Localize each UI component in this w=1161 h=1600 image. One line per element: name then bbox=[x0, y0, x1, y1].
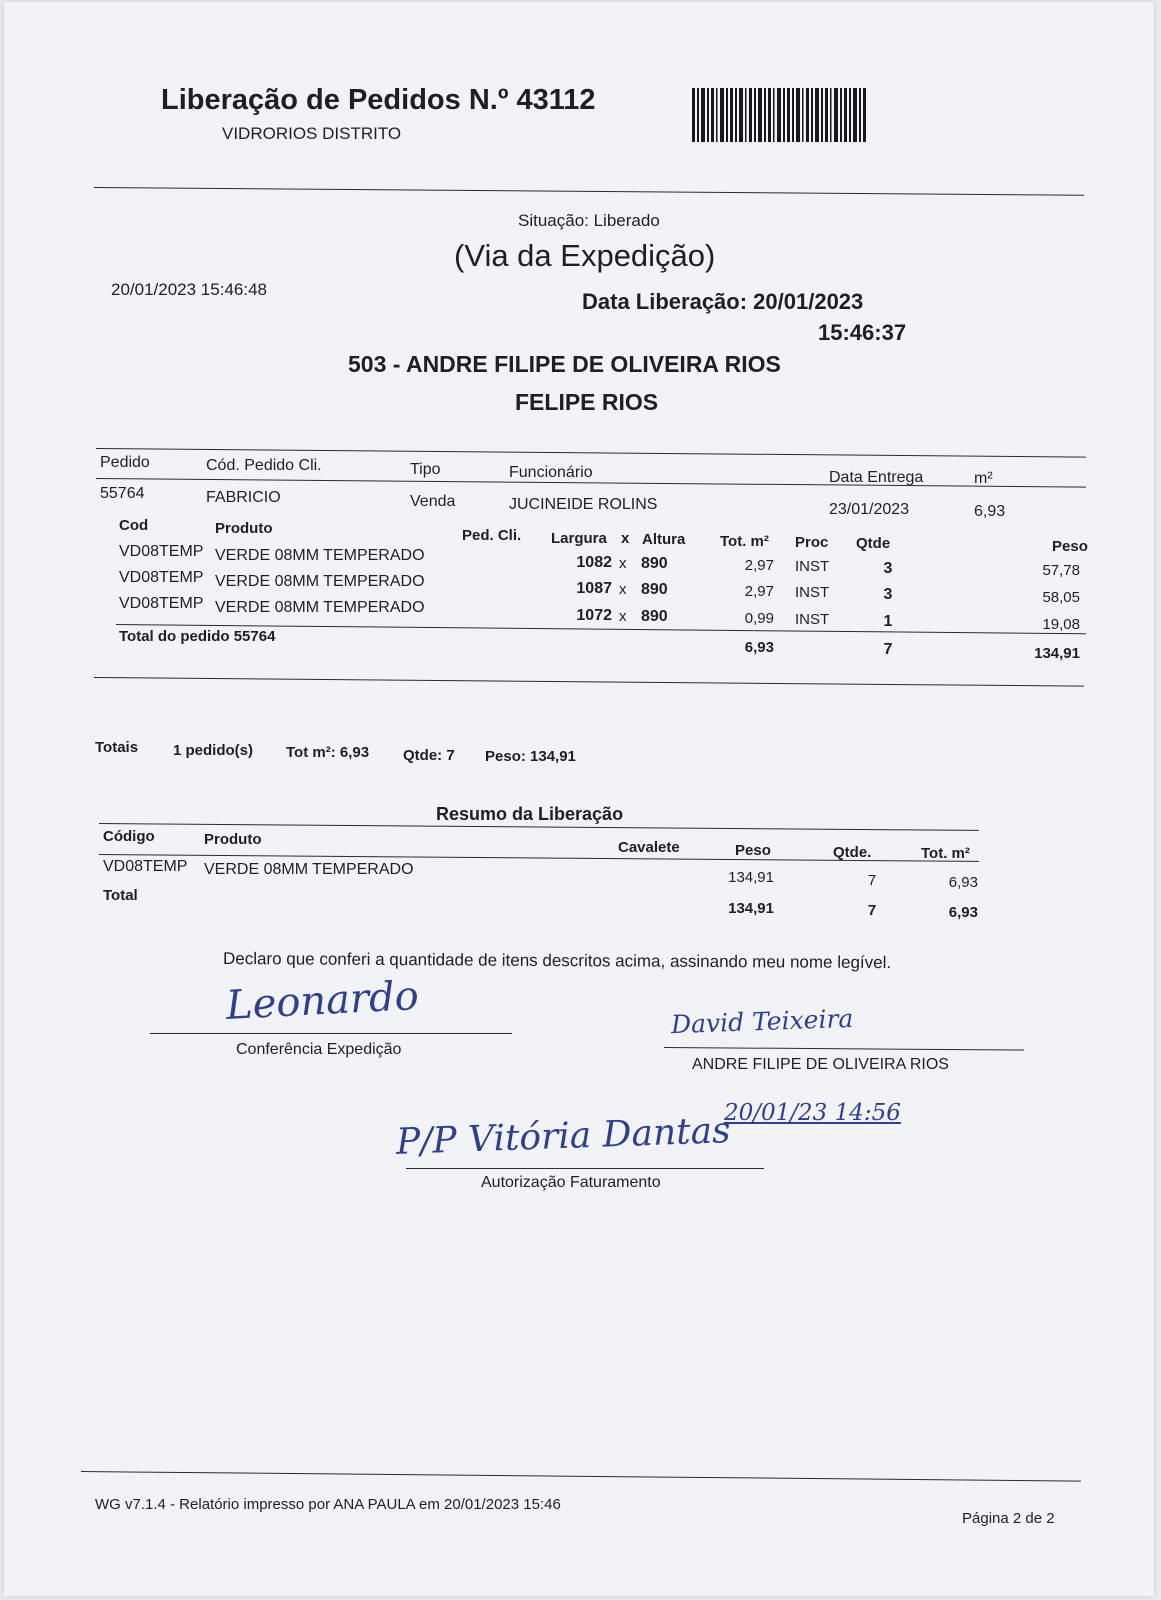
item-qtde: 3 bbox=[883, 586, 893, 603]
signature-conferencia: Leonardo bbox=[224, 972, 420, 1030]
col-tot-m2: Tot. m² bbox=[720, 533, 769, 550]
col-x: x bbox=[621, 530, 630, 547]
signature-line-autorizacao bbox=[406, 1168, 764, 1169]
footer-rule bbox=[81, 1471, 1081, 1482]
situacao: Situação: Liberado bbox=[518, 211, 660, 230]
pedido-bottom-rule bbox=[94, 677, 1084, 687]
signature-autorizacao: P/P Vitória Dantas bbox=[395, 1110, 732, 1163]
funcionario-value: JUCINEIDE ROLINS bbox=[509, 496, 658, 513]
totais-qtde: Qtde: 7 bbox=[403, 747, 455, 764]
item-qtde: 1 bbox=[883, 613, 893, 630]
item-x: x bbox=[619, 608, 627, 625]
item-produto: VERDE 08MM TEMPERADO bbox=[215, 547, 425, 564]
resumo-qtde: 7 bbox=[867, 872, 877, 889]
item-largura: 1072 bbox=[576, 607, 612, 624]
signature-cliente: David Teixeira bbox=[670, 1003, 854, 1040]
barcode-icon bbox=[692, 88, 868, 142]
totais-peso: Peso: 134,91 bbox=[485, 748, 576, 765]
resumo-col-tot-m2: Tot. m² bbox=[921, 845, 970, 862]
cliente-name: 503 - ANDRE FILIPE DE OLIVEIRA RIOS bbox=[348, 351, 781, 377]
col-proc: Proc bbox=[795, 534, 829, 551]
resumo-tot-m2: 6,93 bbox=[948, 874, 978, 891]
item-altura: 890 bbox=[641, 608, 668, 625]
col-ped-cli: Ped. Cli. bbox=[462, 527, 522, 544]
declaracao-text: Declaro que conferi a quantidade de itens descritos acima, assinando meu nome legível. bbox=[222, 949, 892, 973]
item-largura: 1087 bbox=[576, 580, 612, 597]
item-produto: VERDE 08MM TEMPERADO bbox=[215, 599, 425, 616]
col-cod: Cod bbox=[119, 517, 149, 534]
col-m2: m² bbox=[974, 470, 993, 487]
col-qtde: Qtde bbox=[856, 535, 891, 552]
conferencia-label: Conferência Expedição bbox=[236, 1041, 402, 1058]
total-pedido-qtde: 7 bbox=[883, 641, 893, 658]
totais-m2: Tot m²: 6,93 bbox=[286, 744, 370, 761]
resumo-total-m2: 6,93 bbox=[948, 904, 978, 921]
resumo-col-cavalete: Cavalete bbox=[618, 839, 680, 856]
item-x: x bbox=[619, 555, 627, 572]
item-proc: INST bbox=[795, 584, 830, 601]
resumo-col-peso: Peso bbox=[735, 842, 771, 859]
col-altura: Altura bbox=[642, 531, 686, 548]
resumo-produto: VERDE 08MM TEMPERADO bbox=[204, 861, 414, 878]
totais-pedidos: 1 pedido(s) bbox=[173, 742, 254, 759]
col-pedido: Pedido bbox=[100, 454, 150, 471]
header-divider bbox=[94, 187, 1084, 196]
item-tot-m2: 0,99 bbox=[744, 610, 774, 627]
item-altura: 890 bbox=[641, 555, 668, 572]
item-cod: VD08TEMP bbox=[119, 543, 204, 560]
cliente-signature-label: ANDRE FILIPE DE OLIVEIRA RIOS bbox=[692, 1056, 949, 1073]
handwritten-date: 20/01/23 14:56 bbox=[724, 1100, 901, 1126]
col-cod-pedido-cli: Cód. Pedido Cli. bbox=[206, 457, 322, 474]
cliente-fantasia: FELIPE RIOS bbox=[515, 389, 659, 415]
resumo-peso: 134,91 bbox=[728, 869, 774, 886]
autorizacao-label: Autorização Faturamento bbox=[481, 1174, 661, 1191]
resumo-title: Resumo da Liberação bbox=[436, 804, 624, 824]
tipo-value: Venda bbox=[410, 493, 456, 510]
col-tipo: Tipo bbox=[410, 461, 441, 478]
resumo-col-produto: Produto bbox=[204, 831, 262, 848]
total-pedido-m2: 6,93 bbox=[744, 639, 774, 656]
resumo-col-codigo: Código bbox=[103, 828, 155, 845]
resumo-col-qtde: Qtde. bbox=[833, 844, 872, 861]
item-produto: VERDE 08MM TEMPERADO bbox=[215, 573, 425, 590]
via-expedicao: (Via da Expedição) bbox=[454, 238, 716, 273]
col-produto: Produto bbox=[215, 520, 273, 537]
data-liberacao: Data Liberação: 20/01/2023 bbox=[582, 289, 864, 314]
col-peso: Peso bbox=[1052, 538, 1088, 555]
resumo-codigo: VD08TEMP bbox=[103, 858, 188, 875]
item-x: x bbox=[619, 581, 627, 598]
col-funcionario: Funcionário bbox=[509, 464, 593, 481]
signature-line-conferencia bbox=[150, 1033, 512, 1034]
item-qtde: 3 bbox=[883, 560, 893, 577]
item-largura: 1082 bbox=[576, 554, 612, 571]
col-largura: Largura bbox=[551, 530, 607, 547]
data-entrega-value: 23/01/2023 bbox=[829, 501, 910, 518]
item-peso: 58,05 bbox=[1042, 589, 1080, 606]
item-altura: 890 bbox=[641, 581, 668, 598]
resumo-total-qtde: 7 bbox=[867, 902, 877, 919]
total-pedido-peso: 134,91 bbox=[1034, 645, 1080, 662]
item-cod: VD08TEMP bbox=[119, 595, 204, 612]
item-peso: 19,08 bbox=[1042, 616, 1080, 633]
pedido-number: 55764 bbox=[100, 485, 145, 502]
item-peso: 57,78 bbox=[1042, 562, 1080, 579]
col-data-entrega: Data Entrega bbox=[829, 469, 924, 486]
totais-label: Totais bbox=[95, 739, 139, 756]
page-number: Página 2 de 2 bbox=[962, 1510, 1055, 1527]
item-tot-m2: 2,97 bbox=[744, 583, 774, 600]
footer-print-info: WG v7.1.4 - Relatório impresso por ANA PAULA em 20/01/2023 15:46 bbox=[95, 1496, 561, 1513]
data-liberacao-time: 15:46:37 bbox=[818, 320, 907, 345]
cod-pedido-cli: FABRICIO bbox=[206, 489, 281, 506]
item-proc: INST bbox=[795, 558, 830, 575]
company-name: VIDRORIOS DISTRITO bbox=[222, 124, 402, 143]
item-proc: INST bbox=[795, 611, 830, 628]
m2-value: 6,93 bbox=[974, 503, 1006, 520]
document-page bbox=[4, 2, 1154, 1596]
document-title: Liberação de Pedidos N.º 43112 bbox=[161, 84, 596, 116]
resumo-total-label: Total bbox=[103, 887, 138, 904]
print-datetime: 20/01/2023 15:46:48 bbox=[111, 280, 267, 299]
item-cod: VD08TEMP bbox=[119, 569, 204, 586]
item-tot-m2: 2,97 bbox=[744, 557, 774, 574]
signature-line-cliente bbox=[664, 1047, 1024, 1051]
total-pedido-label: Total do pedido 55764 bbox=[119, 628, 276, 645]
resumo-total-peso: 134,91 bbox=[728, 900, 774, 917]
